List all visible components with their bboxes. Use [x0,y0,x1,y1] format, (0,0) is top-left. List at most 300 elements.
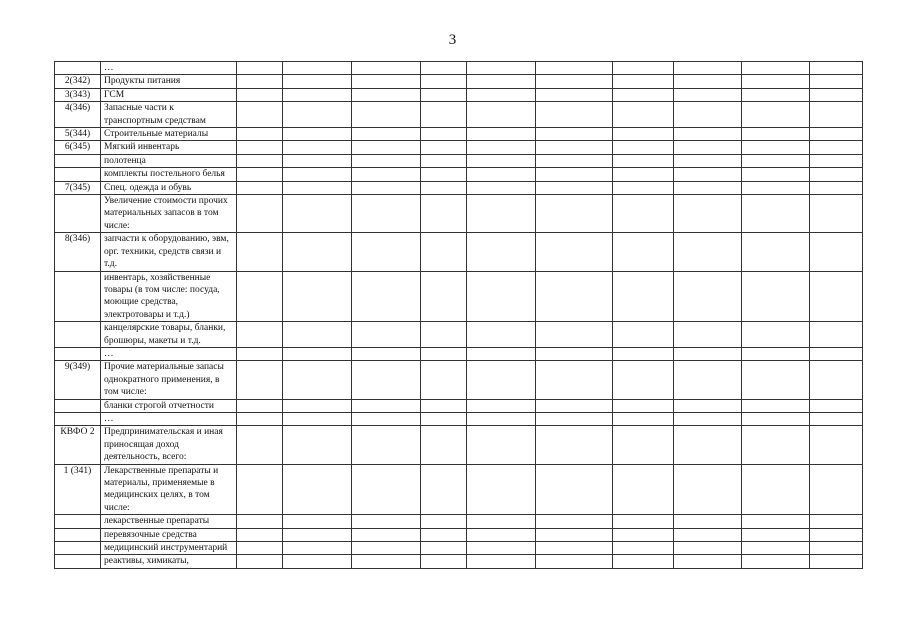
value-cell [536,154,613,167]
table-row [55,154,863,167]
row-name: Лекарственные препараты и материалы, применяемые в медицинских целях, в том числе: [101,464,237,515]
row-code [55,555,101,568]
value-cell [421,102,467,128]
value-cell [613,412,674,425]
table-row [55,528,863,541]
value-cell [613,399,674,412]
value-cell [283,528,352,541]
value-cell [237,195,283,233]
value-cell [613,128,674,141]
value-cell [352,322,421,348]
value-cell [352,168,421,181]
value-cell [421,195,467,233]
value-cell [421,555,467,568]
value-cell [421,75,467,88]
value-cell [352,62,421,75]
row-name: … [101,62,237,75]
value-cell [421,361,467,399]
value-cell [536,399,613,412]
row-name: Спец. одежда и обувь [101,181,237,194]
row-name: перевязочные средства [101,528,237,541]
value-cell [674,168,742,181]
value-cell [421,412,467,425]
value-cell [467,168,536,181]
value-cell [536,233,613,271]
row-code [55,62,101,75]
row-name: Мягкий инвентарь [101,141,237,154]
value-cell [237,399,283,412]
table-row [55,426,863,464]
table-row [55,88,863,101]
value-cell [613,88,674,101]
value-cell [352,555,421,568]
value-cell [467,464,536,515]
value-cell [810,233,863,271]
value-cell [467,528,536,541]
value-cell [742,515,810,528]
value-cell [674,128,742,141]
value-cell [283,154,352,167]
value-cell [674,322,742,348]
value-cell [237,361,283,399]
value-cell [352,528,421,541]
value-cell [742,412,810,425]
table-row [55,361,863,399]
value-cell [810,128,863,141]
value-cell [810,271,863,322]
row-name: бланки строгой отчетности [101,399,237,412]
value-cell [810,555,863,568]
value-cell [810,168,863,181]
row-name: … [101,347,237,360]
value-cell [467,154,536,167]
value-cell [613,528,674,541]
row-code [55,515,101,528]
value-cell [237,62,283,75]
value-cell [810,515,863,528]
value-cell [810,102,863,128]
value-cell [467,347,536,360]
value-cell [467,88,536,101]
value-cell [283,555,352,568]
row-name: Предпринимательская и иная приносящая доход деятельность, всего: [101,426,237,464]
value-cell [810,528,863,541]
value-cell [237,412,283,425]
value-cell [613,361,674,399]
row-code: 2(342) [55,75,101,88]
table-row [55,347,863,360]
value-cell [467,141,536,154]
value-cell [467,555,536,568]
value-cell [467,426,536,464]
row-code: 3(343) [55,88,101,101]
value-cell [283,412,352,425]
value-cell [674,75,742,88]
value-cell [536,75,613,88]
value-cell [421,322,467,348]
value-cell [742,128,810,141]
value-cell [421,271,467,322]
row-code [55,347,101,360]
value-cell [674,361,742,399]
table-row [55,515,863,528]
value-cell [810,181,863,194]
value-cell [467,515,536,528]
table-row [55,322,863,348]
value-cell [613,426,674,464]
value-cell [237,347,283,360]
value-cell [237,426,283,464]
value-cell [536,181,613,194]
value-cell [467,271,536,322]
value-cell [352,347,421,360]
row-code [55,399,101,412]
value-cell [674,233,742,271]
value-cell [237,233,283,271]
table-row [55,412,863,425]
row-name: Продукты питания [101,75,237,88]
value-cell [467,195,536,233]
row-code: 7(345) [55,181,101,194]
value-cell [810,195,863,233]
value-cell [536,515,613,528]
value-cell [674,426,742,464]
value-cell [467,181,536,194]
row-code [55,542,101,555]
table-row [55,555,863,568]
value-cell [283,102,352,128]
value-cell [674,102,742,128]
row-name: лекарственные препараты [101,515,237,528]
value-cell [283,271,352,322]
value-cell [352,102,421,128]
expense-table [54,61,863,569]
value-cell [237,141,283,154]
value-cell [421,233,467,271]
table-row [55,195,863,233]
table-row [55,399,863,412]
value-cell [613,141,674,154]
value-cell [536,168,613,181]
value-cell [467,128,536,141]
value-cell [810,464,863,515]
value-cell [613,154,674,167]
value-cell [421,181,467,194]
value-cell [674,195,742,233]
value-cell [352,426,421,464]
row-name: … [101,412,237,425]
value-cell [536,542,613,555]
value-cell [237,181,283,194]
row-name: полотенца [101,154,237,167]
value-cell [421,426,467,464]
value-cell [742,75,810,88]
value-cell [674,464,742,515]
value-cell [421,168,467,181]
value-cell [421,347,467,360]
value-cell [810,361,863,399]
value-cell [536,322,613,348]
row-code: 9(349) [55,361,101,399]
table-row [55,141,863,154]
value-cell [237,542,283,555]
value-cell [283,542,352,555]
value-cell [742,347,810,360]
value-cell [613,271,674,322]
value-cell [352,412,421,425]
value-cell [467,62,536,75]
value-cell [742,555,810,568]
value-cell [613,181,674,194]
value-cell [237,271,283,322]
value-cell [536,361,613,399]
row-code: 8(346) [55,233,101,271]
value-cell [283,128,352,141]
row-name: Запасные части к транспортным средствам [101,102,237,128]
row-name: реактивы, химикаты, [101,555,237,568]
value-cell [742,542,810,555]
value-cell [467,361,536,399]
table-row [55,102,863,128]
value-cell [283,88,352,101]
value-cell [742,464,810,515]
value-cell [742,322,810,348]
value-cell [674,515,742,528]
value-cell [613,75,674,88]
value-cell [742,141,810,154]
row-code [55,528,101,541]
value-cell [810,426,863,464]
value-cell [810,412,863,425]
row-code: КВФО 2 [55,426,101,464]
value-cell [283,426,352,464]
value-cell [742,181,810,194]
value-cell [237,75,283,88]
value-cell [421,399,467,412]
value-cell [352,128,421,141]
value-cell [536,271,613,322]
value-cell [283,181,352,194]
row-code: 1 (341) [55,464,101,515]
value-cell [742,361,810,399]
value-cell [613,464,674,515]
row-name: комплекты постельного белья [101,168,237,181]
value-cell [536,128,613,141]
value-cell [467,322,536,348]
row-code [55,195,101,233]
row-name: медицинский инструментарий [101,542,237,555]
value-cell [536,62,613,75]
value-cell [613,195,674,233]
value-cell [352,141,421,154]
row-code [55,412,101,425]
table-row [55,542,863,555]
value-cell [352,75,421,88]
value-cell [283,62,352,75]
value-cell [674,154,742,167]
value-cell [674,542,742,555]
value-cell [467,233,536,271]
value-cell [237,464,283,515]
value-cell [421,542,467,555]
value-cell [742,62,810,75]
value-cell [421,88,467,101]
row-name: Прочие материальные запасы однократного применения, в том числе: [101,361,237,399]
value-cell [613,322,674,348]
value-cell [421,515,467,528]
value-cell [613,168,674,181]
value-cell [467,102,536,128]
value-cell [467,75,536,88]
value-cell [810,141,863,154]
value-cell [613,515,674,528]
row-code: 4(346) [55,102,101,128]
value-cell [536,555,613,568]
table-row [55,168,863,181]
value-cell [467,412,536,425]
value-cell [536,464,613,515]
table-row [55,128,863,141]
row-code [55,271,101,322]
value-cell [674,181,742,194]
row-name: Строительные материалы [101,128,237,141]
table-row [55,233,863,271]
value-cell [742,399,810,412]
value-cell [742,233,810,271]
value-cell [283,168,352,181]
value-cell [810,62,863,75]
row-code: 6(345) [55,141,101,154]
value-cell [283,361,352,399]
value-cell [613,62,674,75]
value-cell [283,141,352,154]
value-cell [352,271,421,322]
value-cell [352,399,421,412]
value-cell [352,515,421,528]
row-code: 5(344) [55,128,101,141]
value-cell [742,271,810,322]
value-cell [237,102,283,128]
value-cell [810,347,863,360]
value-cell [283,515,352,528]
value-cell [810,542,863,555]
value-cell [536,88,613,101]
value-cell [674,88,742,101]
row-name: запчасти к оборудованию, эвм, орг. техники, средств связи и т.д. [101,233,237,271]
value-cell [536,102,613,128]
value-cell [237,168,283,181]
value-cell [237,154,283,167]
value-cell [536,141,613,154]
value-cell [536,528,613,541]
value-cell [352,195,421,233]
row-name: Увеличение стоимости прочих материальных запасов в том числе: [101,195,237,233]
value-cell [810,75,863,88]
value-cell [742,195,810,233]
table-row [55,62,863,75]
row-name: инвентарь, хозяйственные товары (в том числе: посуда, моющие средства, электротовары и т.д.) [101,271,237,322]
value-cell [613,542,674,555]
value-cell [421,62,467,75]
value-cell [613,347,674,360]
value-cell [421,128,467,141]
value-cell [674,347,742,360]
value-cell [674,141,742,154]
value-cell [810,322,863,348]
row-code [55,154,101,167]
value-cell [352,181,421,194]
value-cell [352,233,421,271]
value-cell [237,322,283,348]
value-cell [613,233,674,271]
value-cell [283,399,352,412]
value-cell [613,555,674,568]
value-cell [237,128,283,141]
value-cell [742,102,810,128]
value-cell [283,322,352,348]
value-cell [352,542,421,555]
table-body [55,62,863,569]
value-cell [536,347,613,360]
value-cell [536,412,613,425]
table-row [55,271,863,322]
value-cell [810,399,863,412]
table-row [55,181,863,194]
value-cell [536,426,613,464]
value-cell [421,141,467,154]
value-cell [674,271,742,322]
value-cell [810,88,863,101]
value-cell [421,464,467,515]
row-code [55,322,101,348]
value-cell [674,412,742,425]
value-cell [237,88,283,101]
value-cell [742,528,810,541]
value-cell [283,464,352,515]
value-cell [352,464,421,515]
row-code [55,168,101,181]
value-cell [742,426,810,464]
value-cell [421,528,467,541]
value-cell [467,399,536,412]
value-cell [674,528,742,541]
value-cell [467,542,536,555]
value-cell [742,168,810,181]
row-name: канцелярские товары, бланки, брошюры, макеты и т.д. [101,322,237,348]
value-cell [237,515,283,528]
page-number: 3 [448,32,457,48]
value-cell [674,555,742,568]
value-cell [742,154,810,167]
value-cell [352,154,421,167]
value-cell [283,347,352,360]
value-cell [352,88,421,101]
table-row [55,464,863,515]
value-cell [742,88,810,101]
value-cell [352,361,421,399]
table-row [55,75,863,88]
value-cell [283,195,352,233]
value-cell [237,555,283,568]
value-cell [810,154,863,167]
value-cell [674,62,742,75]
row-name: ГСМ [101,88,237,101]
value-cell [283,75,352,88]
value-cell [421,154,467,167]
value-cell [536,195,613,233]
value-cell [283,233,352,271]
value-cell [613,102,674,128]
